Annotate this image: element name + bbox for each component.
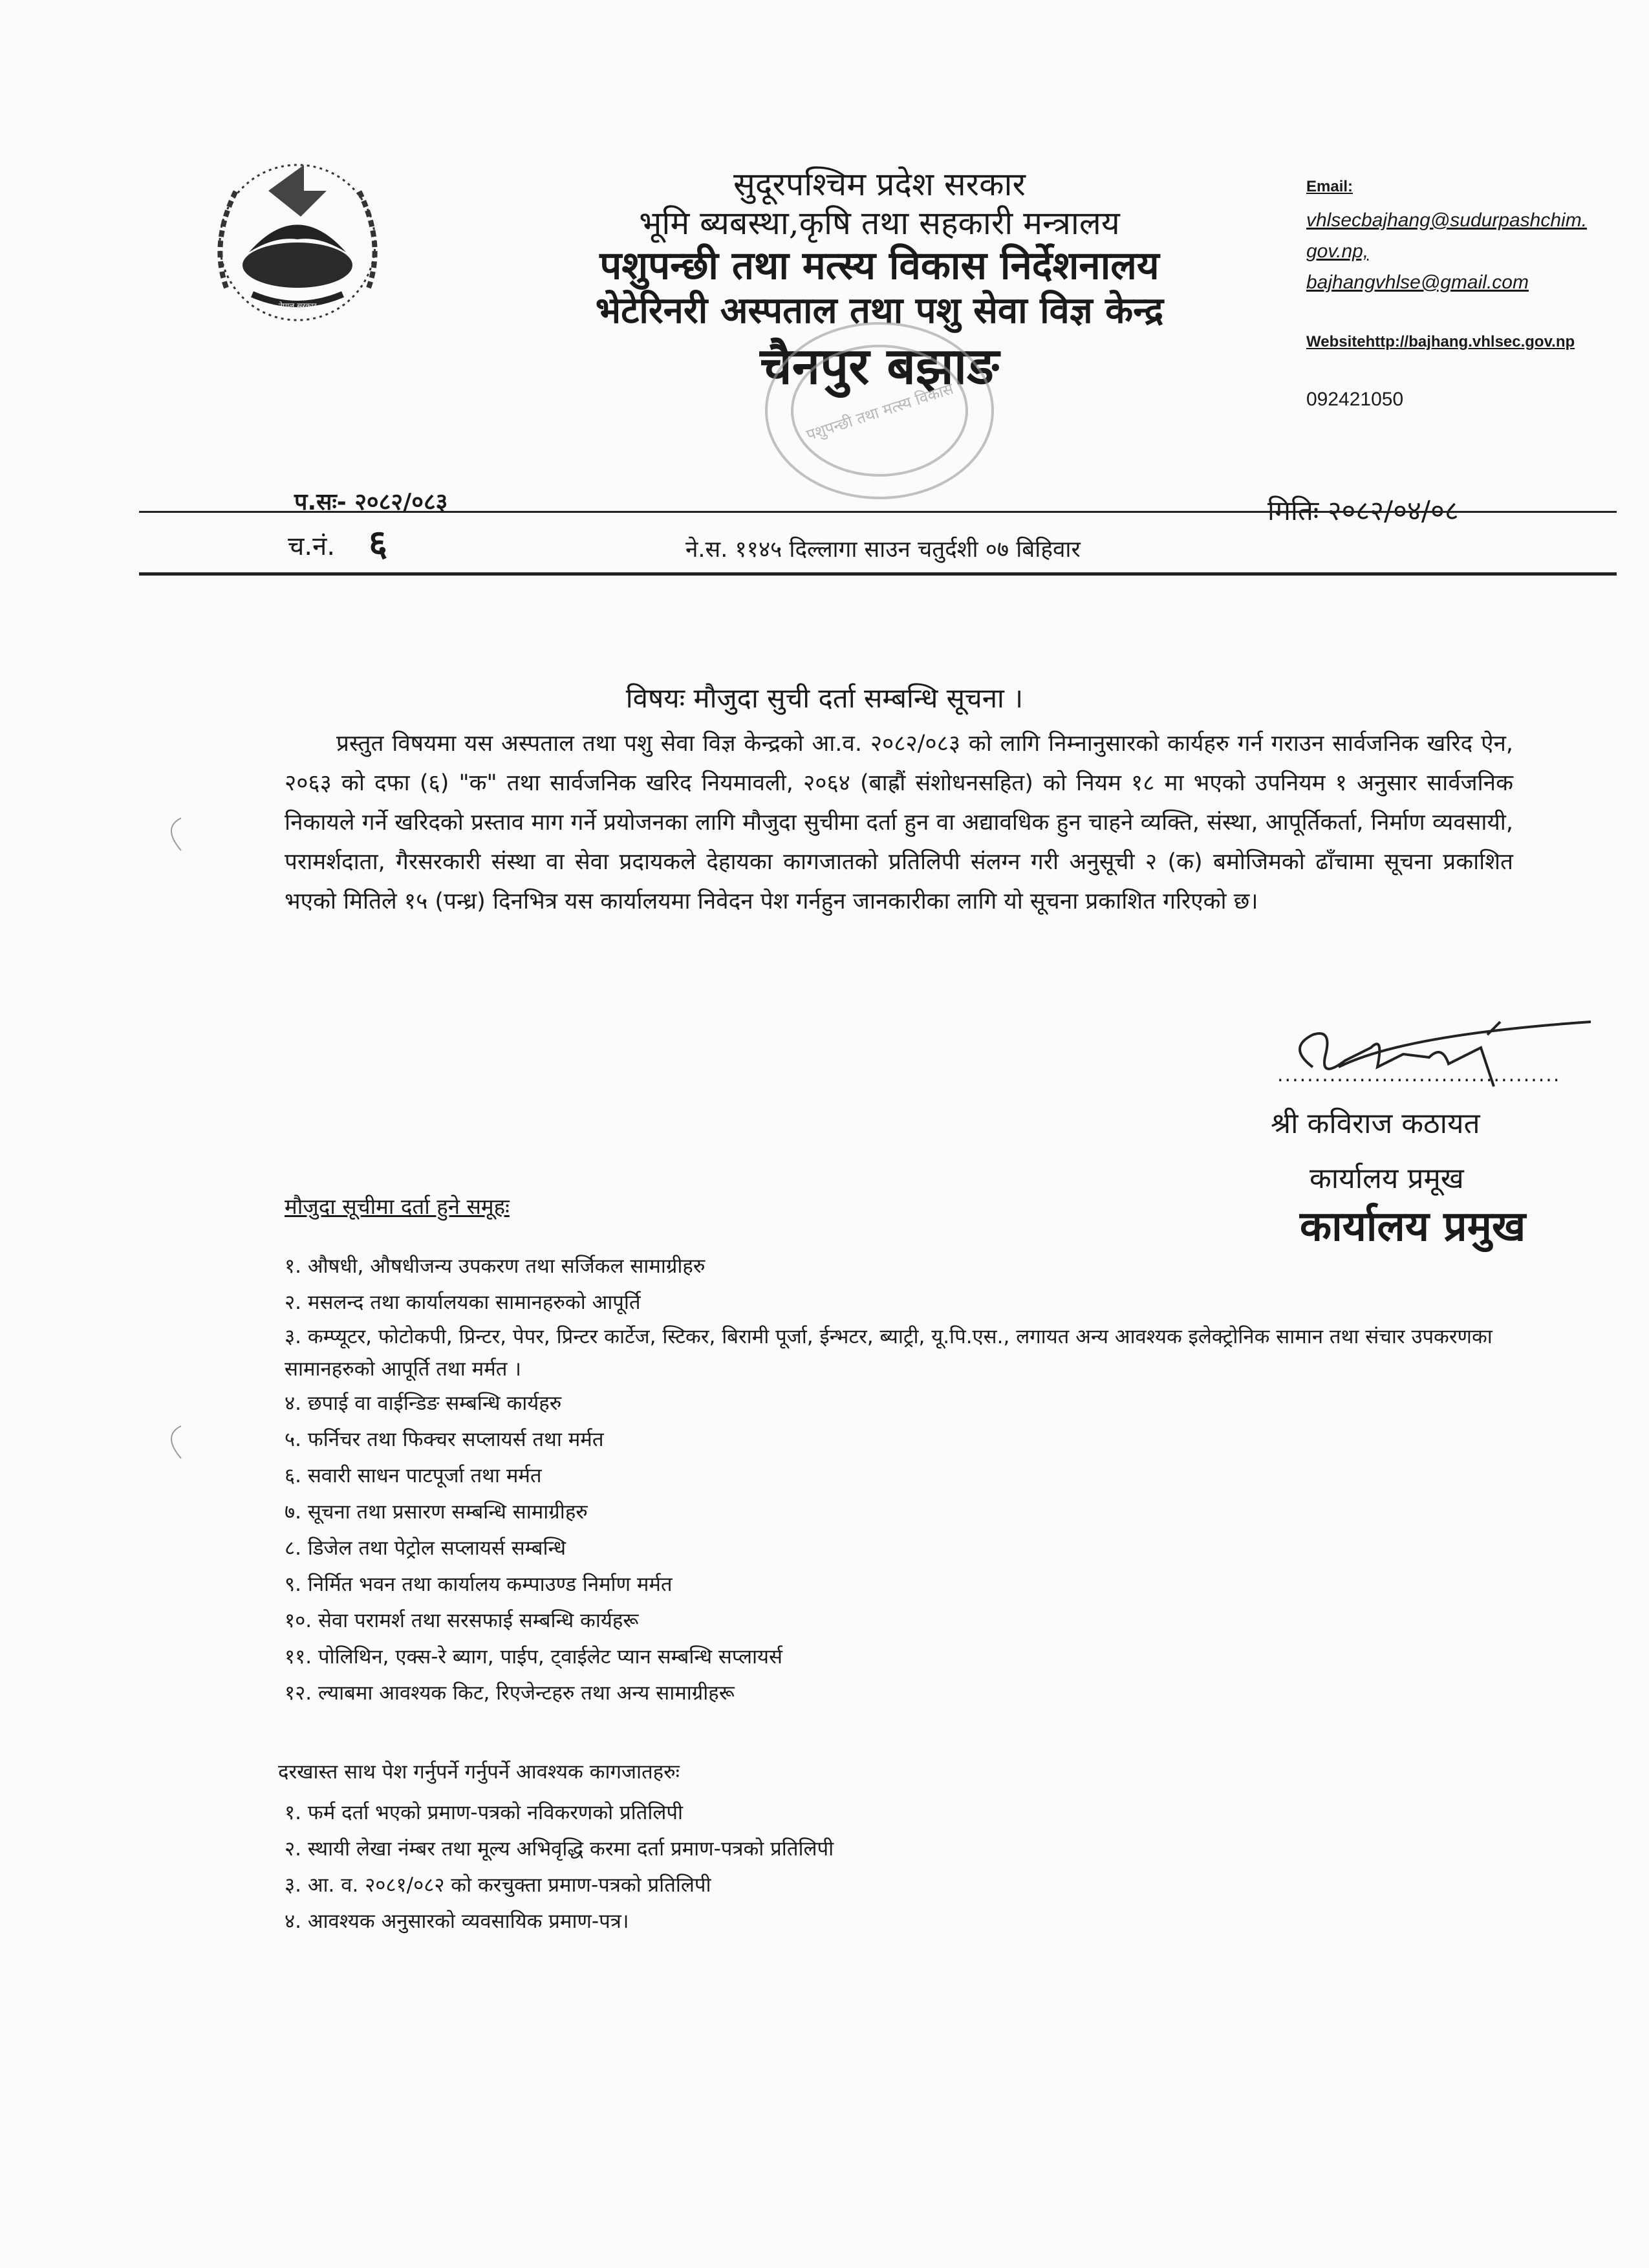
divider-top <box>139 511 1617 513</box>
contact-block <box>1306 178 1630 411</box>
list-item: ५. फर्निचर तथा फिक्चर सप्लायर्स तथा मर्मत <box>285 1428 604 1451</box>
office-stamp-icon <box>744 304 1015 517</box>
header-location: चैनपुर बझाङ <box>760 337 999 396</box>
list-item: २. मसलन्द तथा कार्यालयका सामानहरुको आपूर्ति <box>285 1291 641 1314</box>
list-item: २. स्थायी लेखा नंम्बर तथा मूल्य अभिवृद्धि करमा दर्ता प्रमाण-पत्रको प्रतिलिपी <box>285 1837 834 1861</box>
emblem-motto: नेपाल सरकार <box>278 301 317 310</box>
documents-list <box>285 1795 1513 1939</box>
letter-date: मितिः २०८२/०४/०८ <box>1267 495 1459 526</box>
dispatch-label: च.नं. <box>288 532 336 561</box>
list-item: ९. निर्मित भवन तथा कार्यालय कम्पाउण्ड निर्माण मर्मत <box>285 1573 673 1596</box>
list-item: १. औषधी, औषधीजन्य उपकरण तथा सर्जिकल सामाग्रीहरु <box>285 1255 706 1278</box>
list-item: ४. छपाई वा वाईन्डिङ सम्बन्धि कार्यहरु <box>285 1392 562 1415</box>
header-directorate: पशुपन्छी तथा मत्स्य विकास निर्देशनालय <box>599 243 1159 288</box>
groups-list <box>285 1248 1513 1711</box>
list-item: १०. सेवा परामर्श तथा सरसफाई सम्बन्धि कार्यहरू <box>285 1609 639 1632</box>
list-item: ११. पोलिथिन, एक्स-रे ब्याग, पाईप, ट्वाईलेट प्यान सम्बन्धि सप्लायर्स <box>285 1645 782 1669</box>
list-item: ६. सवारी साधन पाटपूर्जा तथा मर्मत <box>285 1464 542 1487</box>
nepal-government-emblem-icon <box>191 146 404 333</box>
email-link-1-cont[interactable]: gov.np, <box>1306 241 1369 262</box>
signature-line: ...................................... <box>1277 1064 1561 1086</box>
list-item: १. फर्म दर्ता भएको प्रमाण-पत्रको नविकरणको प्रतिलिपी <box>285 1801 684 1824</box>
list-item: ३. कम्प्यूटर, फोटोकपी, प्रिन्टर, पेपर, प्रिन्टर कार्टेज, स्टिकर, बिरामी पूर्जा, ईन्भटर, ब्याट्री, यू.पि.एस., लगायत अन्य आवश्यक इलेक्ट्रोनिक सामान तथा संचार उपकरणका सामानहरुको आपूर्ति तथा मर्मत । <box>285 1325 1493 1381</box>
phone-number: 092421050 <box>1306 389 1404 410</box>
email-link-1[interactable]: vhlsecbajhang@sudurpashchim. <box>1306 210 1588 231</box>
list-item: ३. आ. व. २०८१/०८२ को करचुक्ता प्रमाण-पत्रको प्रतिलिपी <box>285 1874 711 1897</box>
stamp-text: पशुपन्छी तथा मत्स्य विकास <box>804 379 956 444</box>
header-office: भेटेरिनरी अस्पताल तथा पशु सेवा विज्ञ केन्द्र <box>595 289 1164 332</box>
groups-title: मौजुदा सूचीमा दर्ता हुने समूहः <box>285 1194 510 1219</box>
documents-title: दरखास्त साथ पेश गर्नुपर्ने गर्नुपर्ने आवश्यक कागजातहरुः <box>278 1760 680 1784</box>
designation-stamp: कार्यालय प्रमुख <box>1300 1203 1526 1251</box>
letter-number: प.सः- २०८२/०८३ <box>294 489 448 515</box>
website-link[interactable]: Websitehttp://bajhang.vhlsec.gov.np <box>1306 333 1575 351</box>
notice-subject: विषयः मौजुदा सुची दर्ता सम्बन्धि सूचना । <box>625 682 1024 714</box>
dispatch-number: ६ <box>369 523 388 565</box>
list-item: १२. ल्याबमा आवश्यक किट, रिएजेन्टहरु तथा अन्य सामाग्रीहरू <box>285 1681 735 1705</box>
list-item: ७. सूचना तथा प्रसारण सम्बन्धि सामाग्रीहरु <box>285 1500 588 1524</box>
punch-hole-mark-icon <box>155 815 194 854</box>
list-item: ४. आवश्यक अनुसारको व्यवसायिक प्रमाण-पत्र। <box>285 1910 629 1933</box>
email-label: Email: <box>1306 178 1353 195</box>
email-link-2[interactable]: bajhangvhlse@gmail.com <box>1306 272 1529 293</box>
nepal-sambat-date: ने.स. ११४५ दिल्लागा साउन चतुर्दशी ०७ बिहिवार <box>685 537 1081 563</box>
header-province: सुदूरपश्चिम प्रदेश सरकार <box>733 166 1026 203</box>
punch-hole-mark-icon <box>155 1423 194 1462</box>
signatory-title: कार्यालय प्रमूख <box>1310 1162 1464 1195</box>
notice-paragraph: प्रस्तुत विषयमा यस अस्पताल तथा पशु सेवा विज्ञ केन्द्रको आ.व. २०८२/०८३ को लागि निम्नानुसारको कार्यहरु गर्न गराउन सार्वजनिक खरिद ऐन, २०६३ को दफा (६) "क" तथा सार्वजनिक खरिद नियमावली, २०६४ (बाह्रौं संशोधनसहित) को नियम १८ मा भएको उपनियम १ अनुसार सार्वजनिक निकायले गर्ने खरिदको प्रस्ताव माग गर्ने प्रयोजनका लागि मौजुदा सुचीमा दर्ता हुन वा अद्यावधिक हुन चाहने व्यक्ति, संस्था, आपूर्तिकर्ता, निर्माण व्यवसायी, परामर्शदाता, गैरसरकारी संस्था वा सेवा प्रदायकले देहायका कागजातको प्रतिलिपी संलग्न गरी अनुसूची २ (क) बमोजिमको ढाँचामा सूचना प्रकाशित भएको मितिले १५ (पन्ध्र) दिनभित्र यस कार्यालयमा निवेदन पेश गर्नहुन जानकारीका लागि यो सूचना प्रकाशित गरिएको छ। <box>285 731 1513 914</box>
list-item: ८. डिजेल तथा पेट्रोल सप्लायर्स सम्बन्धि <box>285 1537 566 1560</box>
signatory-name: श्री कविराज कठायत <box>1271 1107 1480 1140</box>
notice-body <box>285 724 1513 922</box>
header-ministry: भूमि ब्यबस्था,कृषि तथा सहकारी मन्त्रालय <box>639 204 1120 242</box>
divider-bottom <box>139 572 1617 576</box>
